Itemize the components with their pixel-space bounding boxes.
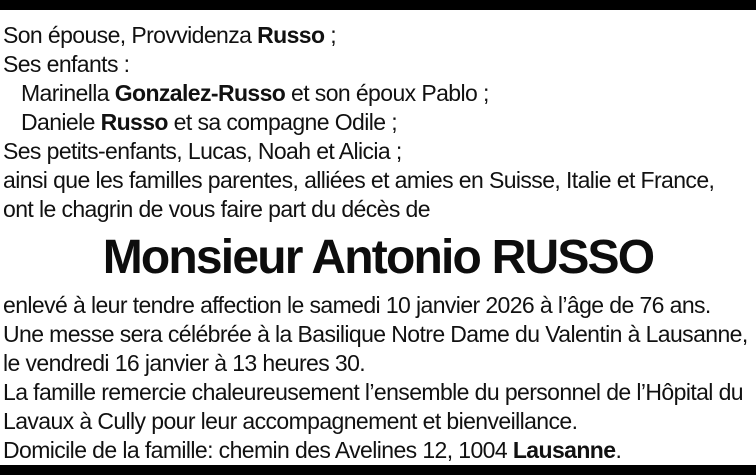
line-thanks-2: Lavaux à Cully pour leur accompagnement et bienveillance. [3, 408, 578, 434]
line-mass-location: Une messe sera célébrée à la Basilique Notre Dame du Valentin à Lausanne, [3, 321, 748, 347]
line-death-details: enlevé à leur tendre affection le samedi 10 janvier 2026 à l’âge de 76 ans. [3, 292, 711, 318]
address-city: Lausanne [512, 437, 616, 463]
line-children-heading: Ses enfants : [3, 51, 130, 77]
child-1-surname: Gonzalez-Russo [114, 80, 286, 106]
spouse-surname: Russo [257, 22, 325, 48]
line-grandchildren: Ses petits-enfants, Lucas, Noah et Alicia ; [3, 138, 402, 164]
notice-content [0, 10, 756, 465]
deceased-name-title: Monsieur Antonio RUSSO [102, 231, 654, 284]
line-spouse-text: Son épouse, Provvidenza [3, 22, 258, 48]
bottom-border-bar [0, 465, 756, 475]
line-family-address: Domicile de la famille: chemin des Avelines 12, 1004 Lausanne. [3, 437, 622, 463]
line-spouse: Son épouse, Provvidenza Russo ; [3, 22, 337, 48]
line-mass-time: le vendredi 16 janvier à 13 heures 30. [3, 350, 366, 376]
line-thanks-1: La famille remercie chaleureusement l’ensemble du personnel de l’Hôpital du [3, 379, 743, 405]
line-families: ainsi que les familles parentes, alliées et amies en Suisse, Italie et France, [3, 167, 715, 193]
line-child-1: Marinella Gonzalez-Russo et son époux Pablo ; [21, 80, 489, 106]
child-2-surname: Russo [100, 109, 168, 135]
line-announcement: ont le chagrin de vous faire part du décès de [3, 196, 430, 222]
line-child-2: Daniele Russo et sa compagne Odile ; [21, 109, 398, 135]
top-border-bar [0, 0, 756, 10]
